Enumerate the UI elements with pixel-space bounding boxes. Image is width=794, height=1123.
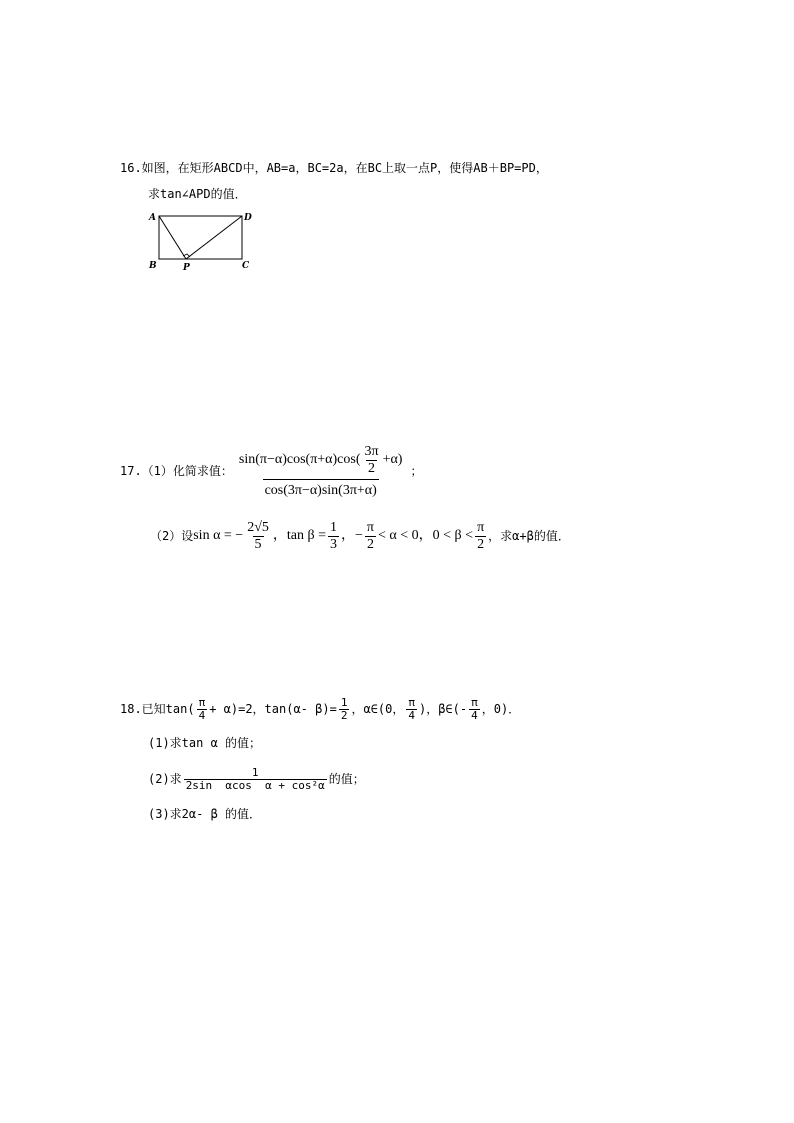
q18-line1c: ，α∈(0，	[351, 702, 405, 716]
q17-denominator: cos(3π−α)sin(3π+α)	[263, 479, 379, 499]
q18-pi-over-4-a	[197, 697, 208, 722]
q17-p2-cond1b: < α < 0	[378, 528, 419, 543]
q17-numerator	[237, 444, 405, 479]
q18-part1-text: (1)求tan α 的值；	[148, 736, 262, 750]
q17-numerator-text: sin(π−α)cos(π+α)cos(	[238, 452, 361, 467]
q17-two: 2	[368, 460, 376, 476]
q17-p2-prefix: （2）设	[150, 529, 194, 543]
q17-p2-tan-fraction	[328, 520, 339, 553]
q18-line1d: )，β∈(-	[418, 702, 468, 716]
q18-pi-c: π	[471, 695, 478, 709]
q17-part2	[150, 512, 570, 560]
q17-suffix: ；	[410, 464, 423, 478]
q17-p2-two-a: 2	[366, 536, 374, 552]
q17-p2-sin-num: 2√5	[247, 519, 269, 535]
q18-four-a: 4	[198, 708, 206, 722]
q17-numerator-end: +α)	[382, 452, 403, 467]
q16-line1	[120, 160, 548, 176]
q17-p2-cond1a: ，−	[341, 528, 363, 543]
q16-line2	[148, 186, 247, 202]
q18-part3	[148, 806, 261, 822]
q17-p2-tail: ，求α+β的值．	[488, 529, 570, 543]
q17-main-fraction	[237, 444, 405, 499]
q18-pi-over-4-b	[406, 697, 417, 722]
q17-p2-tan-den: 3	[330, 536, 338, 552]
q17-p2-sin: sin α = −	[193, 528, 244, 543]
q18-line1	[120, 690, 520, 728]
q17-p2-sin-fraction	[245, 520, 271, 553]
q17-three-pi-over-two	[362, 444, 380, 477]
q17-p2-pi-b: π	[477, 519, 485, 535]
q18-part2-den: 2sin αcos α + cos²α	[185, 778, 325, 792]
q16-line1-text: 16.如图，在矩形ABCD中，AB=a，BC=2a，在BC上取一点P，使得AB＋BP=PD，	[120, 161, 548, 175]
q17-p2-cond2a: ，0 < β <	[418, 528, 474, 543]
q18-part2-prefix: (2)求	[148, 772, 182, 786]
q17-prefix: 17.（1）化简求值：	[120, 464, 233, 478]
q18-part3-text: (3)求2α- β 的值．	[148, 807, 262, 821]
q18-part2	[148, 762, 365, 796]
q18-line1e: ，0)．	[481, 702, 521, 716]
label-d: D	[244, 213, 252, 223]
q18-pi-a: π	[198, 695, 206, 709]
q18-part2-fraction	[184, 767, 327, 792]
label-p: P	[183, 263, 190, 273]
q17-part1	[120, 441, 422, 501]
q18-pi-over-4-c	[469, 697, 480, 722]
q17-p2-tan: ，tan β =	[272, 528, 327, 543]
q17-p2-pi-over-two-a	[365, 520, 376, 553]
label-c: C	[242, 261, 250, 271]
q18-four-c: 4	[471, 708, 478, 722]
q18-half-num: 1	[340, 695, 348, 709]
q18-part2-num: 1	[251, 765, 259, 779]
q17-p2-tan-num: 1	[330, 519, 338, 535]
q17-p2-pi-over-two-b	[475, 520, 486, 553]
q18-four-b: 4	[408, 708, 415, 722]
q18-half-den: 2	[340, 708, 348, 722]
label-b: B	[149, 261, 157, 271]
q17-three-pi: 3π	[364, 443, 379, 459]
q18-part2-suffix: 的值；	[328, 772, 365, 786]
q16-line2-text: 求tan∠APD的值．	[148, 187, 247, 201]
q18-line1b: + α)=2，tan(α- β)=	[209, 702, 337, 716]
q18-pi-b: π	[408, 695, 415, 709]
rectangle-abcd-figure	[145, 208, 255, 274]
q17-p2-two-b: 2	[477, 536, 485, 552]
q17-p2-sin-den: 5	[254, 536, 262, 552]
q18-half	[339, 697, 350, 722]
q18-part1	[148, 735, 261, 751]
q17-p2-pi-a: π	[366, 519, 374, 535]
q18-line1a: 18.已知tan(	[120, 702, 195, 716]
label-a: A	[149, 213, 156, 223]
